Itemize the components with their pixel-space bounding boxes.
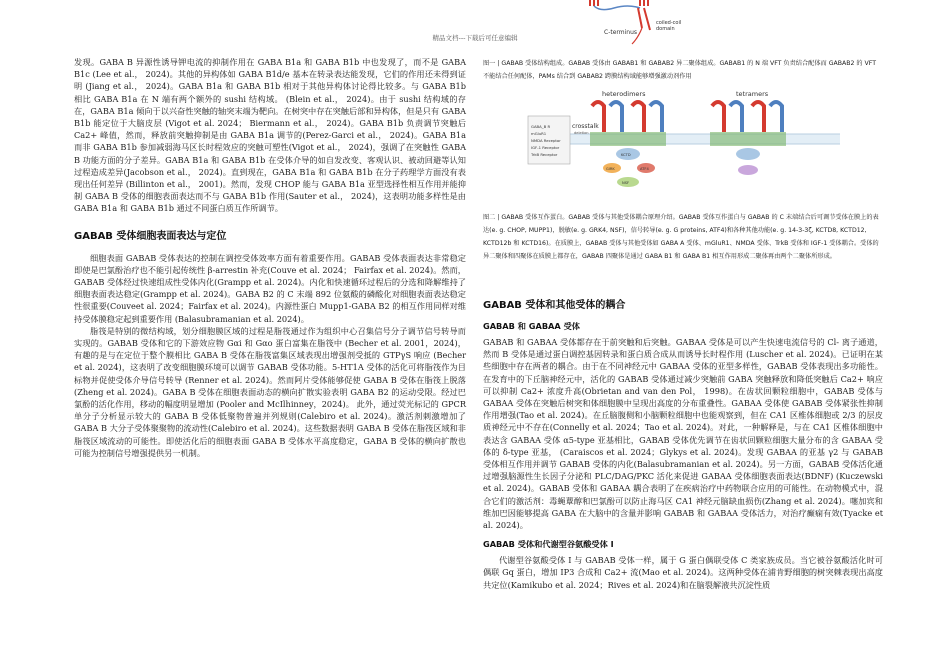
tetramer-receptors <box>710 102 786 146</box>
box-line-2: NMDA Receptor <box>531 138 561 143</box>
subsection-title-gaba-a: GABAB 和 GABAA 受体 <box>483 321 580 331</box>
heterodimer-receptors <box>590 102 666 146</box>
paragraph-surface-expression: 细胞表面 GABAB 受体表达的控制在调控受体效率方面有着重要作用。GABAB 受体表面表达非常稳定即使是巴氯酚治疗也不能引起传统性 β-arrestin 补充(Couve et al. 2024； Fairfax et al. 2024)。然而，GABAB 受体经过快速组成性受体内化(Grampp et al. 2024)。内化和快速循环过程后的分选和降解维持了细胞表面表达稳定(Grampp et al. 2024)。GABA B2 的 C 末端 892 位氨酸的磷酸化对细胞表面表达稳定性很重要(Couveet al. 2024；Fairfax et al. 2024)。内源性蛋白 Mupp1-GABA B2 的相互作用同样对维持受体膜稳定起到重要作用 (Balasubramanian et al. 2024)。 <box>74 252 466 324</box>
box-line-4: TrkB Receptor <box>531 152 558 157</box>
c-terminus-label: C-terminus <box>604 29 638 36</box>
section-title-receptor-coupling: GABAB 受体和其他受体的耦合 <box>483 300 626 311</box>
crosstalk-label: crosstalk <box>572 123 599 130</box>
crosstalk-sub-label: deletion <box>574 131 589 135</box>
subsection-title-mglur: GABAB 受体和代谢型谷氨酸受体 I <box>483 539 614 550</box>
protein-label-nsf: NSF <box>622 181 630 185</box>
figure2-caption: 图二 | GABAB 受体互作蛋白。GABAB 受体与其他受体耦合原理介绍。GABAB 受体互作蛋白与 GABAB 的 C 末端结合后可调节受体在膜上的表达(e. g. CHOP, MUPP1)，脱敏(e. g. GRK4, NSF)，信号转导(e. g. G proteins, ATF4)和各种其他功能(e. g. 14-3-3ζ, KCTD8, KCTD12, KCTD12b 和 KCTD16)。在质膜上，GABAB 受体与其他受体如 GABA A 受体、mGluR1、NMDA 受体、TrkB 受体和 IGF-1 受体耦合。受体的异二聚体和四聚体在质膜上都存在，GABAB 四聚体是通过 GABA B1 和 GABA B1 相互作用形成二聚体再由两个二聚体所形成。 <box>483 214 879 260</box>
receptor-helices <box>590 0 650 44</box>
receptor-structure-figure <box>580 0 700 52</box>
cell-membrane <box>540 134 840 144</box>
figure1-caption: 图一 | GABAB 受体结构组成。GABAB 受体由 GABAB1 和 GABAB2 异二聚体组成。GABAB1 的 N 端 VFT 负责结合配体而 GABAB2 的 VFT 不能结合任何配体，PAMs 结合到 GABAB2 跨膜结构域能够增强激动剂作用 <box>483 60 876 80</box>
paragraph-mglur-coupling: 代谢型谷氨酸受体 I 与 GABAB 受体一样，属于 G 蛋白偶联受体 C 类家族成员。当它被谷氨酸活化时可偶联 Gq 蛋白，增加 IP3 合成和 Ca2+ 流(Mao et al. 2024)。这两种受体在浦肯野细胞的树突棘表现出高度共定位(Kamikubo et al. 2024；Rives et al. 2024)和在脑裂解液共沉淀性质 <box>483 555 883 590</box>
box-line-1: mGluR1 <box>531 131 547 136</box>
document-header-note: 精品文档---下载后可任意编辑 <box>432 34 518 42</box>
paragraph-isoforms: 发现。GABA B 异源性诱导钾电流的抑制作用在 GABA B1a 和 GABA B1b 中也发现了，而不是 GABA B1c (Lee et al.， 2024)。其他的异构体如 GABA B1d/e 基本在转录表达能发现，它们的作用还未得到证明 (Jiang et al.， 2024)。GABA B1a 和 GABA B1b 相对于其他异构体讨论得比较多。与 GABA B1b 相比 GABA B1a 在 N 端有两个额外的 sushi 结构域。 (Blein et al.， 2024)。由于 sushi 结构域的存在，GABA B1a 倾向于以兴奋性突触的轴突末端为靶向。在树突中存在突触后部和异构体，但是只有 GABA B1b 能定位于大脑皮层 (Vigot et al. 2024； Biermann et al.， 2024)。GABA B1b 负责调节突触后 Ca2+ 峰值，然而，释放前突触抑制是由 GABA B1a 调节的(Perez-Garci et al.， 2024)。GABA B1a 而非 GABA B1b 参加减弱海马区长时程效应的突触可塑性(Vigot et al.， 2024)，强调了在突触性 GABA B 功能方面的分子差异。GABA B1a 和 GABA B1b 在受体介导的如自发改变、客观认识、被动回避等认知过程造成差异(Jacobson et al.， 2024)。直到现在，GABA B1a 和 GABA B1b 在分子药理学方面没有表现出任何差异 (Billinton et al.， 2001)。然而，发现 CHOP 能与 GABA B1a 亚型选择性相互作用并能抑制 GABA B 受体的细胞表面表达而不与 GABA B1b 作用(Sauter et al.， 2024)，这表明功能多样性是由 GABA B1a 和 GABA B1b 通过不同蛋白质互作所调节。 <box>74 57 466 214</box>
heterodimers-label: heterodimers <box>602 90 646 98</box>
coiled-coil-label: coiled-coil domain <box>656 20 682 32</box>
right-column <box>483 284 883 591</box>
protein-label-kctd: KCTD <box>621 153 631 157</box>
box-line-0: GABA_B R <box>531 124 551 129</box>
tetramers-label: tetramers <box>736 90 769 98</box>
protein-label-girk: GIRK <box>606 167 615 171</box>
paragraph-gaba-a-coupling: GABAB 和 GABAA 受体都存在于前突触和后突触。GABAA 受体是可以产生快速电流信号的 Cl- 离子通道，然而 B 受体是通过蛋白调控基因转录和蛋白质合成从而诱导长时程作用 (Luscher et al. 2024)。已证明在某些细胞中存在两者的耦合。由于在不同神经元中 GABAA 受体的亚型多样性，GABAB 受体表现出多功能性。在发育中的下丘脑神经元中，活化的 GABAB 受体通过减少突触前 GABA 突触释放和降低突触后 Ca2+ 响应可以抑制 Ca2+ 浓度升高(Obrietan and van den Pol， 1998)。在齿状回颗粒细胞中，GABAB 受体与 GABAA 受体在突触后树突和体细胞膜中呈现出高度的分布重叠性。GABAA 受体使 GABAB 受体紧张性抑制作用增强(Tao et al. 2024)。在丘脑腹侧和小脑颗粒细胞中也能观察到，但在 CA1 区椎体细胞或 2/3 的层皮质神经元中不存在(Connelly et al. 2024；Tao et al. 2024)。对此，一种解释是，与在 CA1 区椎体细胞中表达含 GABAA 受体 α5-type 亚基相比，GABAB 受体优先调节在齿状回颗粒细胞大量分布的含 GABAA 受体的 δ-type 亚基， (Caraiscos et al. 2024；Glykys et al. 2024)。发现 GABAA 的亚基 γ2 与 GABAB 受体相互作用并调节 GABAB 受体的内化(Balasubramanian et al. 2024)。另一方面，GABAB 受体活化通过增强脑源性生长因子分泌和 PLC/DAG/PKC 活化来促进 GABAA 受体细胞表面表达(BDNF) (Kuczewski et al. 2024)。GABAB 受体和 GABAA 耦合表明了在疾病治疗中药物联合应用的可能性。在动物模式中，混合它们的激活剂：毒蝇蕈醇和巴氯酚可以防止海马区 CA1 神经元脑缺血损伤(Zhang et al. 2024)。噻加宾和维加巴因能够提高 GABA 在大脑中的含量并影响 GABAB 和 GABAA 受体活力，对治疗癫痫有效(Tyacke et al. 2024)。 <box>483 337 883 531</box>
section-title-surface-expression: GABAB 受体细胞表面表达与定位 <box>74 230 227 242</box>
protein-label-atf4: ATF4 <box>640 167 649 171</box>
left-column <box>74 56 466 459</box>
box-line-3: IGF-1 Receptor <box>531 145 560 150</box>
receptor-interaction-figure <box>520 88 850 206</box>
paragraph-lipid-rafts: 脂筏是特别的微结构域，划分细胞膜区域的过程是脂筏通过作为组织中心召集信号分子调节信号转导而实现的。GABAB 受体和它的下游效应物 Gαi 和 Gαo 蛋白富集在脂筏中 (Becher et al. 2001，2024)，有趣的是与在定位于整个膜相比 GABA B 受体在脂筏富集区域表现出增强剂受抵的 GTPγS 响应 (Becher et al. 2024)，这表明了改变细胞膜环境可以调节 GABAB 受体功能。5-HT1A 受体的活化可将脂筏作为目标物并促使受体介导信号转导 (Renner et al. 2024)。然而阿片受体能够促使 GABA B 受体在脂筏上脱落(Zheng et al. 2024)。GABA B 受体在细胞表面动态的横向扩散实验表明 GABA B2 的运动受限。经过巴氯酚的活化作用，移动的幅度明显增加 (Pooler and McIlhinney，2024)。 此外，通过荧光标记的 GPCR 单分子分析显示较大的 GABA B 受体低聚物普遍并列规则(Calebiro et al. 2024)。激活剂刺激增加了 GABA B 大分子受体聚聚物的流动性(Calebiro et al. 2024)。这些数据表明 GABA B 受体在脂筏区域和非脂筏区域流动的可能性。即使活化后的细胞表面 GABA B 受体水平高度稳定，GABA B 受体的横向扩散也可能为控制信号增强提供另一机制。 <box>74 325 466 458</box>
